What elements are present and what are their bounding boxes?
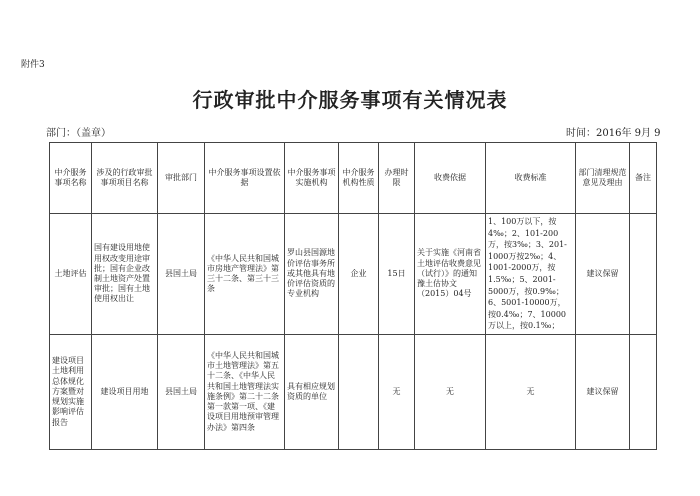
cell-name: 土地评估	[50, 214, 92, 335]
col-header-dept: 审批部门	[158, 143, 205, 214]
col-header-name: 中介服务事项名称	[50, 143, 92, 214]
cell-approval-item: 国有建设用地使用权改变用途审批；国有企业改制土地资产处置审批；国有土地使用权出让	[92, 214, 158, 335]
cell-dept: 县国土局	[158, 334, 205, 449]
cell-agency: 具有相应规划资质的单位	[285, 334, 339, 449]
cell-opinion: 建议保留	[576, 214, 630, 335]
table-row	[50, 214, 657, 335]
table-row	[50, 334, 657, 449]
col-header-fee-standard: 收费标准	[486, 143, 576, 214]
cell-nature	[339, 334, 379, 449]
col-header-agency: 中介服务事项实施机构	[285, 143, 339, 214]
cell-fee-standard: 1、100万以下，按4‰；2、101-200万，按3‰；3、201-1000万按2‰；4、1001-2000万，按1.5‰；5、2001-5000万，按0.9‰；6、5001-10000万，按0.4‰；7、10000万以上，按0.1‰；	[486, 214, 576, 335]
cell-approval-item: 建设项目用地	[92, 334, 158, 449]
col-header-basis: 中介服务事项设置依据	[205, 143, 285, 214]
col-header-fee-basis: 收费依据	[415, 143, 486, 214]
cell-basis: 《中华人民共和国城市土地管理法》第五十二条、《中华人民共和国土地管理法实施条例》第二十二条第一款第一项、《建设项目用地预审管理办法》第四条	[205, 334, 285, 449]
cell-opinion: 建议保留	[576, 334, 630, 449]
cell-fee-basis: 关于实施《河南省土地评估收费意见（试行）》的通知 豫土估协文（2015）04号	[415, 214, 486, 335]
cell-time-limit: 无	[379, 334, 415, 449]
cell-remark	[630, 334, 657, 449]
col-header-nature: 中介服务机构性质	[339, 143, 379, 214]
service-items-table	[49, 142, 657, 450]
cell-dept: 县国土局	[158, 214, 205, 335]
cell-agency: 罗山县国源地价评估事务所或其他具有地价评估资质的专业机构	[285, 214, 339, 335]
date-label: 时间：2016年 9月 9	[566, 128, 661, 139]
col-header-opinion: 部门清理规范意见及理由	[576, 143, 630, 214]
col-header-time-limit: 办理时限	[379, 143, 415, 214]
cell-remark	[630, 214, 657, 335]
cell-fee-basis: 无	[415, 334, 486, 449]
cell-time-limit: 15日	[379, 214, 415, 335]
col-header-approval-item: 涉及的行政审批事项项目名称	[92, 143, 158, 214]
document-title: 行政审批中介服务事项有关情况表	[192, 88, 508, 112]
cell-basis: 《中华人民共和国城市房地产管理法》第三十二条、第三十三条	[205, 214, 285, 335]
table-header-row	[50, 143, 657, 214]
cell-nature: 企业	[339, 214, 379, 335]
col-header-remark: 备注	[630, 143, 657, 214]
department-label: 部门：（盖章）	[46, 128, 111, 139]
cell-fee-standard: 无	[486, 334, 576, 449]
cell-name: 建设项目土地利用总体规化方案暨对规划实施影响评估报告	[50, 334, 92, 449]
attachment-label: 附件3	[21, 60, 45, 70]
